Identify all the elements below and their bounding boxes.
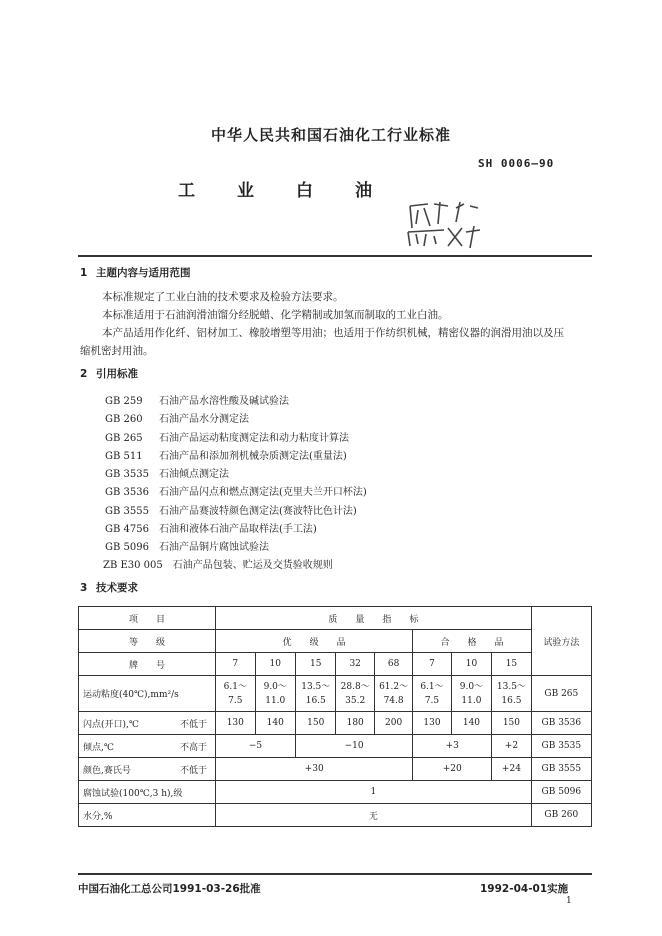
reference-item [103, 556, 333, 571]
viscosity-min: 13.5～ [496, 681, 526, 692]
viscosity-min: 28.8～ [340, 681, 370, 692]
viscosity-max: 35.2 [345, 695, 366, 706]
flash-point-cell: 130 [413, 712, 451, 735]
reference-item [105, 502, 357, 517]
flash-point-condition: 不低于 [180, 719, 208, 730]
reference-code: GB 3535 [105, 469, 149, 480]
flash-point-cell: 140 [451, 712, 491, 735]
flash-point-cell: 150 [296, 712, 336, 735]
viscosity-cell [336, 676, 374, 712]
pour-point-cell: +3 [413, 735, 492, 758]
reference-title: 石油和液体石油产品取样法(手工法) [159, 524, 317, 535]
viscosity-max: 7.5 [228, 695, 243, 706]
standard-name-char: 白 [296, 181, 313, 201]
section-1-para-1: 本标准规定了工业白油的技术要求及检验方法要求。 [102, 291, 344, 303]
viscosity-min: 6.1～ [223, 681, 247, 692]
section-1-para-2: 本标准适用于石油润滑油馏分经脱蜡、化学精制或加氢而制取的工业白油。 [102, 309, 449, 321]
grade-superior: 优 级 品 [216, 630, 413, 653]
viscosity-row [79, 676, 592, 712]
handwritten-stamp [404, 198, 486, 250]
corrosion-row [79, 781, 592, 804]
quality-index-header: 质 量 指 标 [216, 607, 532, 630]
reference-title: 石油产品和添加剂机械杂质测定法(重量法) [159, 451, 347, 462]
water-label: 水分,% [79, 804, 216, 827]
reference-title: 石油产品运动粘度测定法和动力粘度计算法 [159, 433, 349, 444]
corrosion-cell: 1 [216, 781, 532, 804]
implementation-date: 1992-04-01实施 [480, 883, 569, 895]
section-1-para-4: 缩机密封用油。 [80, 345, 154, 357]
viscosity-max: 16.5 [501, 695, 522, 706]
section-2-heading [80, 366, 138, 381]
section-number: 2 [80, 368, 88, 380]
flash-point-cell: 130 [216, 712, 255, 735]
reference-code: GB 265 [105, 433, 143, 444]
reference-code: GB 3536 [105, 487, 149, 498]
viscosity-max: 11.0 [461, 695, 482, 706]
section-number: 1 [80, 267, 88, 279]
viscosity-min: 9.0～ [459, 681, 484, 692]
viscosity-cell [492, 676, 531, 712]
reference-title: 石油产品包装、贮运及交货验收规则 [172, 560, 333, 571]
brand-cell: 15 [492, 653, 531, 676]
brand-cell: 10 [451, 653, 491, 676]
section-3-heading [80, 580, 138, 595]
reference-item [105, 447, 347, 462]
viscosity-cell [451, 676, 491, 712]
pour-point-cell: −10 [296, 735, 413, 758]
viscosity-min: 13.5～ [301, 681, 331, 692]
reference-title: 石油产品铜片腐蚀试验法 [159, 542, 269, 553]
water-method: GB 260 [531, 804, 591, 827]
standard-name-char: 业 [237, 181, 254, 201]
water-cell: 无 [216, 804, 532, 827]
footer-rule [78, 873, 592, 875]
corrosion-label: 腐蚀试验(100℃,3 h),级 [79, 781, 216, 804]
viscosity-max: 11.0 [265, 695, 286, 706]
section-1-heading [80, 265, 191, 280]
item-header: 项 目 [79, 607, 216, 630]
flash-point-cell: 150 [492, 712, 531, 735]
viscosity-cell [374, 676, 412, 712]
flash-point-row [79, 712, 592, 735]
grade-qualified: 合 格 品 [413, 630, 531, 653]
viscosity-cell [216, 676, 255, 712]
viscosity-max: 74.8 [383, 695, 404, 706]
reference-code: GB 3555 [105, 506, 149, 517]
flash-point-cell: 200 [374, 712, 412, 735]
reference-item [105, 465, 229, 480]
section-title: 技术要求 [96, 582, 138, 594]
reference-item [105, 483, 367, 498]
reference-title: 石油产品闪点和燃点测定法(克里夫兰开口杯法) [159, 487, 367, 498]
reference-code: GB 4756 [105, 524, 149, 535]
color-cell: +30 [216, 758, 413, 781]
standard-number: SH 0006—90 [478, 157, 555, 170]
reference-item [105, 429, 349, 444]
reference-title: 石油产品赛波特颜色测定法(赛波特比色计法) [159, 506, 357, 517]
viscosity-cell [296, 676, 336, 712]
reference-title: 石油产品水溶性酸及碱试验法 [159, 396, 289, 407]
color-method: GB 3555 [531, 758, 591, 781]
viscosity-label: 运动粘度(40℃),mm²/s [79, 676, 216, 712]
viscosity-cell [255, 676, 295, 712]
reference-item [105, 410, 249, 425]
brand-cell: 10 [255, 653, 295, 676]
color-cell: +24 [492, 758, 531, 781]
section-title: 引用标准 [96, 368, 138, 380]
flash-point-label [79, 712, 216, 735]
pour-point-cell: −5 [216, 735, 296, 758]
approval-note: 中国石油化工总公司1991-03-26批准 [78, 883, 261, 895]
color-row [79, 758, 592, 781]
color-name: 颜色,赛氏号 [83, 765, 131, 776]
grade-label: 等 级 [79, 630, 216, 653]
reference-code: ZB E30 005 [103, 560, 163, 571]
reference-code: GB 5096 [105, 542, 149, 553]
brand-cell: 15 [296, 653, 336, 676]
document-header-title: 中华人民共和国石油化工行业标准 [210, 126, 451, 144]
viscosity-max: 16.5 [305, 695, 326, 706]
header-rule [78, 255, 592, 257]
brand-cell: 32 [336, 653, 374, 676]
reference-item [105, 520, 317, 535]
viscosity-min: 61.2～ [379, 681, 409, 692]
section-title: 主题内容与适用范围 [96, 267, 191, 279]
color-label [79, 758, 216, 781]
pour-point-row [79, 735, 592, 758]
brand-cell: 7 [413, 653, 451, 676]
viscosity-cell [413, 676, 451, 712]
grade-row [79, 630, 592, 653]
specification-table [78, 606, 592, 827]
viscosity-min: 9.0～ [263, 681, 287, 692]
standard-name [178, 176, 414, 201]
reference-item [105, 392, 289, 407]
pour-point-method: GB 3535 [531, 735, 591, 758]
corrosion-method: GB 5096 [531, 781, 591, 804]
viscosity-method: GB 265 [531, 676, 591, 712]
viscosity-min: 6.1～ [420, 681, 444, 692]
table-header-row [79, 607, 592, 630]
reference-code: GB 259 [105, 396, 143, 407]
page-number: 1 [566, 896, 572, 906]
section-1-para-3: 本产品适用作化纤、铝材加工、橡胶增塑等用油；也适用于作纺织机械，精密仪器的润滑用油以及压 [102, 327, 564, 339]
reference-item [105, 538, 269, 553]
flash-point-cell: 140 [255, 712, 295, 735]
pour-point-name: 倾点,℃ [83, 742, 114, 753]
color-condition: 不低于 [180, 765, 208, 776]
color-cell: +20 [413, 758, 492, 781]
reference-title: 石油倾点测定法 [159, 469, 229, 480]
brand-label: 牌 号 [79, 653, 216, 676]
standard-name-char: 油 [355, 181, 372, 201]
reference-code: GB 260 [105, 414, 143, 425]
flash-point-name: 闪点(开口),℃ [83, 719, 139, 730]
brand-cell: 7 [216, 653, 255, 676]
brand-cell: 68 [374, 653, 412, 676]
section-number: 3 [80, 582, 88, 594]
brand-row [79, 653, 592, 676]
pour-point-label [79, 735, 216, 758]
reference-code: GB 511 [105, 451, 143, 462]
pour-point-cell: +2 [492, 735, 531, 758]
test-method-header: 试验方法 [531, 607, 591, 676]
standard-name-char: 工 [178, 181, 195, 201]
viscosity-max: 7.5 [424, 695, 440, 706]
pour-point-condition: 不高于 [180, 742, 208, 753]
reference-title: 石油产品水分测定法 [159, 414, 249, 425]
water-row [79, 804, 592, 827]
flash-point-method: GB 3536 [531, 712, 591, 735]
flash-point-cell: 180 [336, 712, 374, 735]
